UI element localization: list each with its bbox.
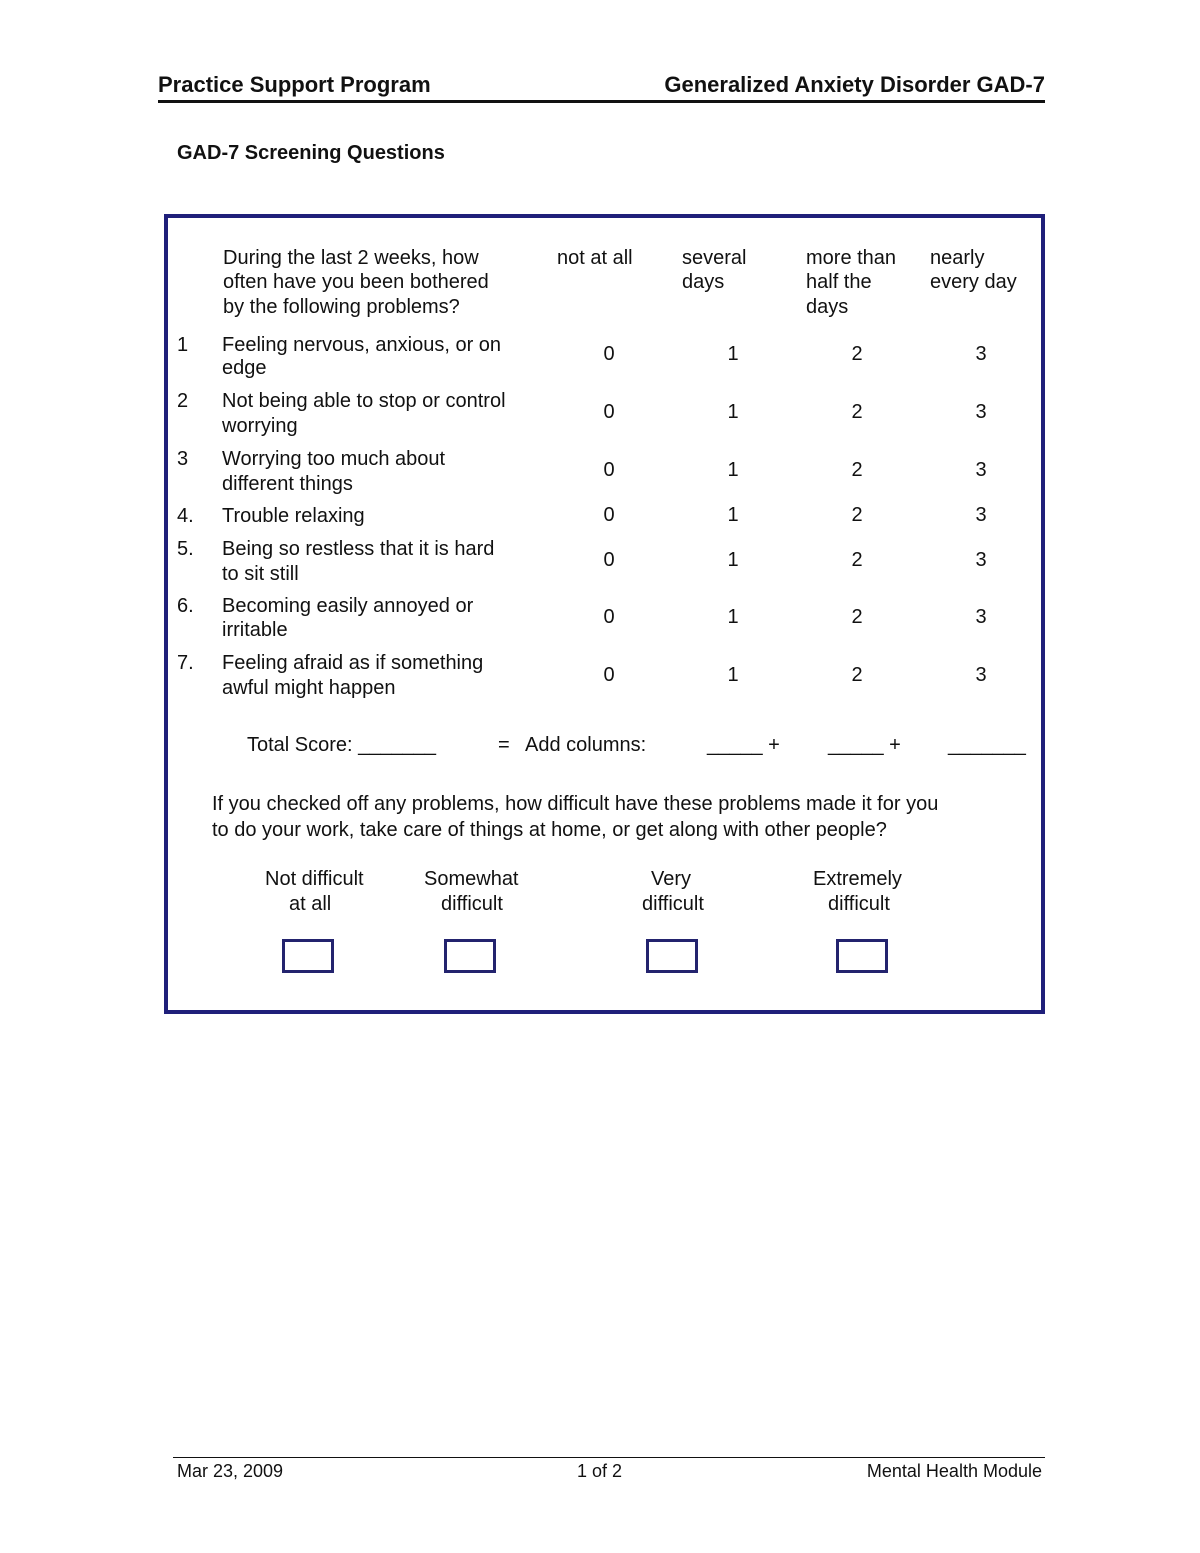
checkbox-very-difficult[interactable] — [646, 939, 698, 973]
row-7-score-1[interactable]: 1 — [727, 664, 739, 686]
column-header-more-than-half-line-2: half the — [806, 271, 872, 293]
row-2-score-2[interactable]: 2 — [851, 401, 863, 423]
column-header-several-days-line-2: days — [682, 271, 725, 293]
footer-rule — [173, 1457, 1045, 1458]
row-3-score-3[interactable]: 3 — [975, 459, 987, 481]
difficulty-question-line-2: to do your work, take care of things at home, or get along with other people? — [212, 819, 887, 841]
footer-module-name: Mental Health Module — [866, 1461, 1042, 1481]
row-3-text-line-2: different things — [222, 473, 353, 495]
row-7-score-3[interactable]: 3 — [975, 664, 987, 686]
row-5-text-line-2: to sit still — [222, 563, 299, 585]
row-4-score-3[interactable]: 3 — [975, 504, 987, 526]
row-3-score-2[interactable]: 2 — [851, 459, 863, 481]
row-5-score-2[interactable]: 2 — [851, 549, 863, 571]
column-header-not-at-all: not at all — [557, 247, 633, 269]
column-header-several-days-line-1: several — [682, 247, 747, 269]
question-header-line-3: by the following problems? — [223, 296, 460, 318]
question-header-line-2: often have you been bothered — [223, 271, 489, 293]
row-2-number: 2 — [177, 390, 189, 412]
row-6-score-3[interactable]: 3 — [975, 606, 987, 628]
row-5-score-1[interactable]: 1 — [727, 549, 739, 571]
row-6-text-line-2: irritable — [222, 619, 288, 641]
section-title: GAD-7 Screening Questions — [177, 142, 445, 164]
row-2-score-0[interactable]: 0 — [603, 401, 615, 423]
row-4-score-1[interactable]: 1 — [727, 504, 739, 526]
row-5-number: 5. — [177, 538, 194, 560]
column-sum-blank-3[interactable]: _______ — [948, 734, 1026, 756]
difficulty-question-line-1: If you checked off any problems, how difficult have these problems made it for you — [212, 793, 939, 815]
row-1-text-line-2: edge — [222, 357, 267, 379]
row-6-number: 6. — [177, 595, 194, 617]
option-very-difficult-line-2: difficult — [642, 893, 704, 915]
row-1-number: 1 — [177, 334, 189, 356]
row-7-score-0[interactable]: 0 — [603, 664, 615, 686]
row-6-score-0[interactable]: 0 — [603, 606, 615, 628]
row-1-score-0[interactable]: 0 — [603, 343, 615, 365]
column-header-nearly-every-day-line-1: nearly — [930, 247, 985, 269]
row-3-score-1[interactable]: 1 — [727, 459, 739, 481]
option-extremely-difficult-line-2: difficult — [828, 893, 890, 915]
page-header — [158, 72, 1045, 103]
row-4-number: 4. — [177, 505, 194, 527]
option-not-difficult-line-2: at all — [289, 893, 332, 915]
row-1-score-2[interactable]: 2 — [851, 343, 863, 365]
row-4-score-2[interactable]: 2 — [851, 504, 863, 526]
checkbox-extremely-difficult[interactable] — [836, 939, 888, 973]
total-equals-sign: = — [498, 734, 510, 756]
column-header-more-than-half-line-3: days — [806, 296, 849, 318]
row-6-score-2[interactable]: 2 — [851, 606, 863, 628]
row-4-text-line-1: Trouble relaxing — [222, 505, 365, 527]
footer-date: Mar 23, 2009 — [177, 1461, 284, 1481]
row-7-text-line-2: awful might happen — [222, 677, 396, 699]
row-2-text-line-1: Not being able to stop or control — [222, 390, 506, 412]
row-1-text-line-1: Feeling nervous, anxious, or on — [222, 334, 502, 356]
checkbox-somewhat-difficult[interactable] — [444, 939, 496, 973]
row-3-score-0[interactable]: 0 — [603, 459, 615, 481]
option-somewhat-difficult-line-2: difficult — [441, 893, 503, 915]
row-1-score-1[interactable]: 1 — [727, 343, 739, 365]
row-5-score-0[interactable]: 0 — [603, 549, 615, 571]
row-7-number: 7. — [177, 652, 194, 674]
row-5-text-line-1: Being so restless that it is hard — [222, 538, 495, 560]
checkbox-not-difficult[interactable] — [282, 939, 334, 973]
option-somewhat-difficult-line-1: Somewhat — [424, 868, 519, 890]
option-very-difficult-line-1: Very — [651, 868, 692, 890]
footer-page-number: 1 of 2 — [577, 1461, 623, 1481]
question-header-line-1: During the last 2 weeks, how — [223, 247, 479, 269]
row-3-number: 3 — [177, 448, 189, 470]
column-header-more-than-half-line-1: more than — [806, 247, 897, 269]
row-7-text-line-1: Feeling afraid as if something — [222, 652, 484, 674]
total-score-label[interactable]: Total Score: _______ — [247, 734, 437, 756]
option-not-difficult-line-1: Not difficult — [265, 868, 364, 890]
header-document-title: Generalized Anxiety Disorder GAD-7 — [664, 72, 1045, 97]
header-program-title: Practice Support Program — [158, 72, 431, 97]
add-columns-label: Add columns: — [525, 734, 647, 756]
row-2-score-3[interactable]: 3 — [975, 401, 987, 423]
row-3-text-line-1: Worrying too much about — [222, 448, 446, 470]
row-4-score-0[interactable]: 0 — [603, 504, 615, 526]
row-5-score-3[interactable]: 3 — [975, 549, 987, 571]
column-header-nearly-every-day-line-2: every day — [930, 271, 1017, 293]
row-2-score-1[interactable]: 1 — [727, 401, 739, 423]
option-extremely-difficult-line-1: Extremely — [813, 868, 902, 890]
row-7-score-2[interactable]: 2 — [851, 664, 863, 686]
row-6-score-1[interactable]: 1 — [727, 606, 739, 628]
column-sum-blank-2[interactable]: _____ + — [828, 734, 901, 756]
column-sum-blank-1[interactable]: _____ + — [707, 734, 780, 756]
row-6-text-line-1: Becoming easily annoyed or — [222, 595, 474, 617]
row-2-text-line-2: worrying — [222, 415, 298, 437]
row-1-score-3[interactable]: 3 — [975, 343, 987, 365]
